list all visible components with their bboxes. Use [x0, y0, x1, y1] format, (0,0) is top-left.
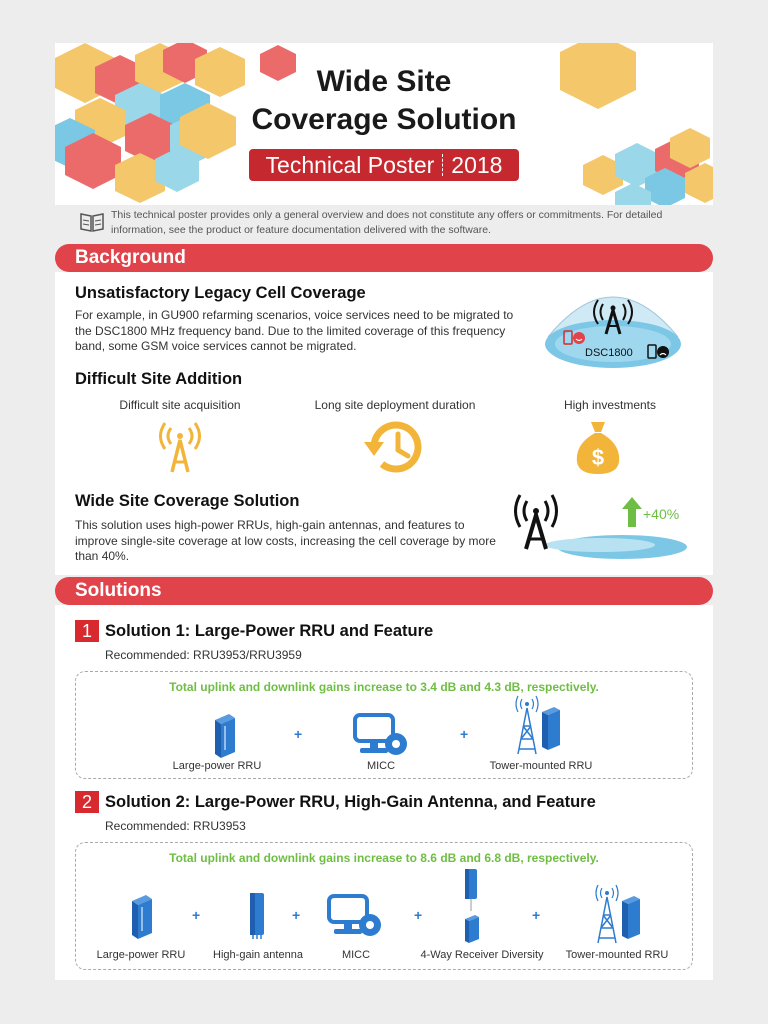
component-label: Large-power RRU — [172, 760, 262, 772]
component-label: MICC — [366, 760, 396, 772]
micc-icon — [326, 893, 386, 939]
solution-title: Solution 1: Large-Power RRU and Feature — [105, 622, 434, 640]
arrow-up-icon — [622, 497, 642, 527]
happy-face-icon — [573, 332, 585, 344]
solution-number-badge: 2 — [75, 791, 99, 813]
component-label: Tower-mounted RRU — [565, 949, 669, 961]
title-line-1: Wide Site — [316, 65, 452, 98]
coverage-increase-diagram — [510, 487, 690, 567]
plus-sign: + — [532, 907, 541, 923]
title-line-2: Coverage Solution — [251, 103, 517, 136]
poster-year: 2018 — [451, 151, 503, 178]
plus-sign: + — [192, 907, 201, 923]
rru-icon — [209, 712, 239, 760]
component-label: 4-Way Receiver Diversity — [420, 949, 544, 961]
antenna-icon — [155, 420, 205, 475]
plus-sign: + — [294, 726, 303, 742]
tower-mounted-rru-icon — [590, 883, 650, 945]
disclaimer — [55, 208, 713, 241]
micc-icon — [352, 712, 412, 758]
book-icon — [79, 211, 105, 233]
sad-face-icon — [657, 346, 669, 358]
component-label: MICC — [341, 949, 371, 961]
increase-label: +40% — [643, 506, 680, 522]
badge-divider — [442, 154, 443, 176]
plus-sign: + — [414, 907, 423, 923]
wide-text: This solution uses high-power RRUs, high-gain antennas, and features to improve single-site coverage at low costs, increasing the cell coverage by more than 40%. — [75, 518, 496, 563]
solution-recommended: Recommended: RRU3953 — [105, 819, 246, 833]
legacy-heading: Unsatisfactory Legacy Cell Coverage — [75, 284, 366, 302]
svg-text:$: $ — [591, 445, 605, 470]
solutions-section-header: Solutions — [55, 577, 713, 605]
difficult-item-label: Difficult site acquisition — [119, 398, 241, 412]
solution-1-box — [75, 671, 693, 779]
gain-text: Total uplink and downlink gains increase to 3.4 dB and 4.3 dB, respectively. — [169, 680, 599, 694]
receiver-diversity-icon — [459, 867, 485, 947]
poster-badge — [249, 149, 519, 181]
disclaimer-text: This technical poster provides only a general overview and does not constitute any offers or commitments. For detailed information, see the product or feature documentation delivered with the software. — [111, 209, 663, 236]
gain-text: Total uplink and downlink gains increase to 8.6 dB and 6.8 dB, respectively. — [169, 851, 599, 865]
component-label: High-gain antenna — [213, 949, 303, 961]
plus-sign: + — [292, 907, 301, 923]
high-gain-antenna-icon — [248, 891, 268, 941]
difficult-item-label: Long site deployment duration — [314, 398, 476, 412]
header-banner — [55, 43, 713, 205]
solution-number-badge: 1 — [75, 620, 99, 642]
money-bag-icon — [573, 418, 623, 474]
tower-icon — [516, 495, 557, 549]
tower-mounted-rru-icon — [510, 694, 570, 756]
solution-recommended: Recommended: RRU3953/RRU3959 — [105, 648, 302, 662]
clock-history-icon — [362, 420, 426, 476]
dsc1800-label: DSC1800 — [585, 347, 633, 359]
poster-label: Technical Poster — [265, 151, 435, 178]
solution-2-box — [75, 842, 693, 970]
background-section-header: Background — [55, 244, 713, 272]
legacy-text: For example, in GU900 refarming scenarios, voice services need to be migrated to the DSC1800 MHz frequency band. Due to the limited coverage of this frequency band, some GSM voice services cannot be migrated. — [75, 308, 514, 353]
background-card — [55, 272, 713, 575]
rru-icon — [126, 893, 156, 941]
wide-heading: Wide Site Coverage Solution — [75, 492, 300, 510]
difficult-heading: Difficult Site Addition — [75, 370, 243, 388]
plus-sign: + — [460, 726, 469, 742]
solutions-card — [55, 605, 713, 980]
solution-title: Solution 2: Large-Power RRU, High-Gain Antenna, and Feature — [105, 793, 596, 811]
difficult-item-label: High investments — [563, 398, 657, 412]
component-label: Tower-mounted RRU — [489, 760, 593, 772]
component-label: Large-power RRU — [96, 949, 186, 961]
